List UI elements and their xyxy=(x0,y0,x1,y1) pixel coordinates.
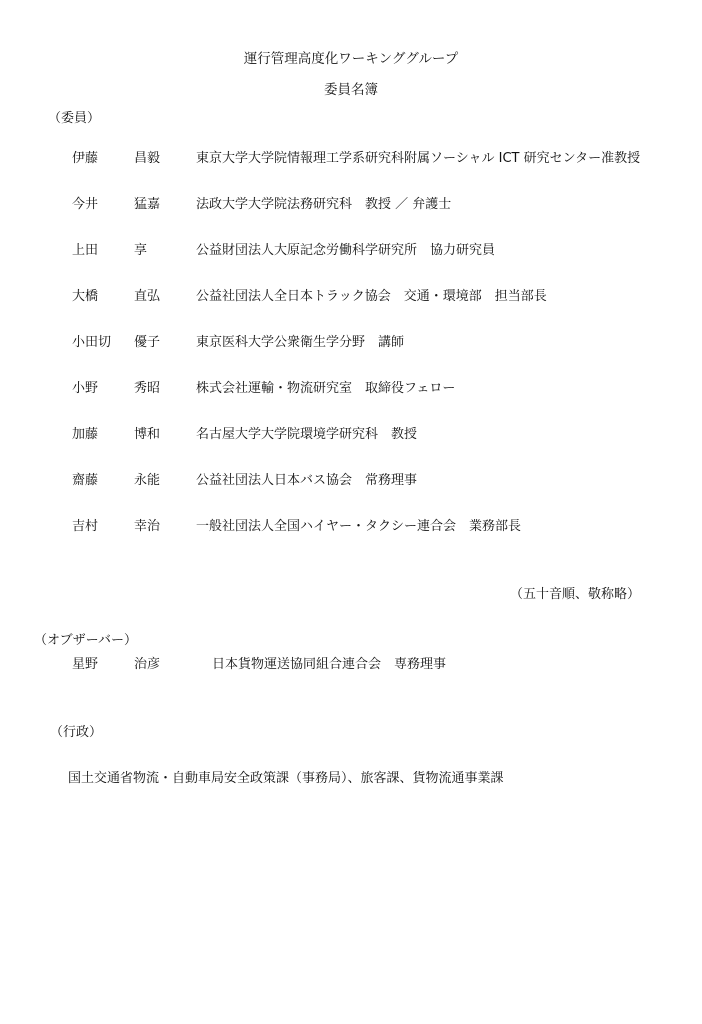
member-affiliation: 一般社団法人全国ハイヤー・タクシー連合会 業務部長 xyxy=(196,519,522,534)
member-affiliation: 名古屋大学大学院環境学研究科 教授 xyxy=(196,427,418,442)
member-row xyxy=(0,519,702,537)
member-row xyxy=(0,473,702,491)
member-surname: 今井 xyxy=(72,197,99,212)
member-surname: 加藤 xyxy=(72,427,99,442)
committee-heading: （委員） xyxy=(48,111,101,126)
member-affiliation: 公益社団法人日本バス協会 常務理事 xyxy=(196,473,418,488)
member-affiliation: 公益財団法人大原記念労働科学研究所 協力研究員 xyxy=(196,243,496,258)
member-given-name: 永能 xyxy=(134,473,161,488)
observer-heading: （オブザーバー） xyxy=(34,633,137,648)
member-given-name: 猛嘉 xyxy=(134,197,161,212)
document-title: 運行管理高度化ワーキンググループ xyxy=(243,51,459,67)
member-surname: 伊藤 xyxy=(72,151,99,166)
administration-text: 国土交通省物流・自動車局安全政策課（事務局）、旅客課、貨物流通事業課 xyxy=(68,771,504,786)
member-surname: 齋藤 xyxy=(72,473,99,488)
member-given-name: 秀昭 xyxy=(134,381,161,396)
member-given-name: 昌毅 xyxy=(134,151,161,166)
member-surname: 小野 xyxy=(72,381,99,396)
administration-heading: （行政） xyxy=(50,725,103,740)
member-surname: 吉村 xyxy=(72,519,99,534)
member-row xyxy=(0,335,702,353)
document-subtitle: 委員名簿 xyxy=(324,82,378,98)
member-affiliation: 法政大学大学院法務研究科 教授 ／ 弁護士 xyxy=(196,197,452,212)
member-row xyxy=(0,289,702,307)
member-row xyxy=(0,197,702,215)
member-row xyxy=(0,243,702,261)
member-given-name: 優子 xyxy=(134,335,161,350)
member-row xyxy=(0,381,702,399)
member-surname: 大橋 xyxy=(72,289,99,304)
member-surname: 上田 xyxy=(72,243,99,258)
member-given-name: 幸治 xyxy=(134,519,161,534)
member-affiliation: 株式会社運輸・物流研究室 取締役フェロー xyxy=(196,381,456,396)
member-affiliation: 東京医科大学公衆衛生学分野 講師 xyxy=(196,335,405,350)
observer-row xyxy=(0,657,702,675)
member-affiliation: 東京大学大学院情報理工学系研究科附属ソーシャル ICT 研究センター准教授 xyxy=(196,151,641,166)
ordering-note: （五十音順、敬称略） xyxy=(509,587,640,602)
member-given-name: 直弘 xyxy=(134,289,161,304)
member-given-name: 享 xyxy=(134,243,148,258)
observer-given-name: 治彦 xyxy=(134,657,161,672)
observer-surname: 星野 xyxy=(72,657,99,672)
member-surname: 小田切 xyxy=(72,335,112,350)
member-given-name: 博和 xyxy=(134,427,161,442)
observer-affiliation: 日本貨物運送協同組合連合会 専務理事 xyxy=(212,657,447,672)
member-row xyxy=(0,151,702,169)
member-row xyxy=(0,427,702,445)
member-affiliation: 公益社団法人全日本トラック協会 交通・環境部 担当部長 xyxy=(196,289,547,304)
